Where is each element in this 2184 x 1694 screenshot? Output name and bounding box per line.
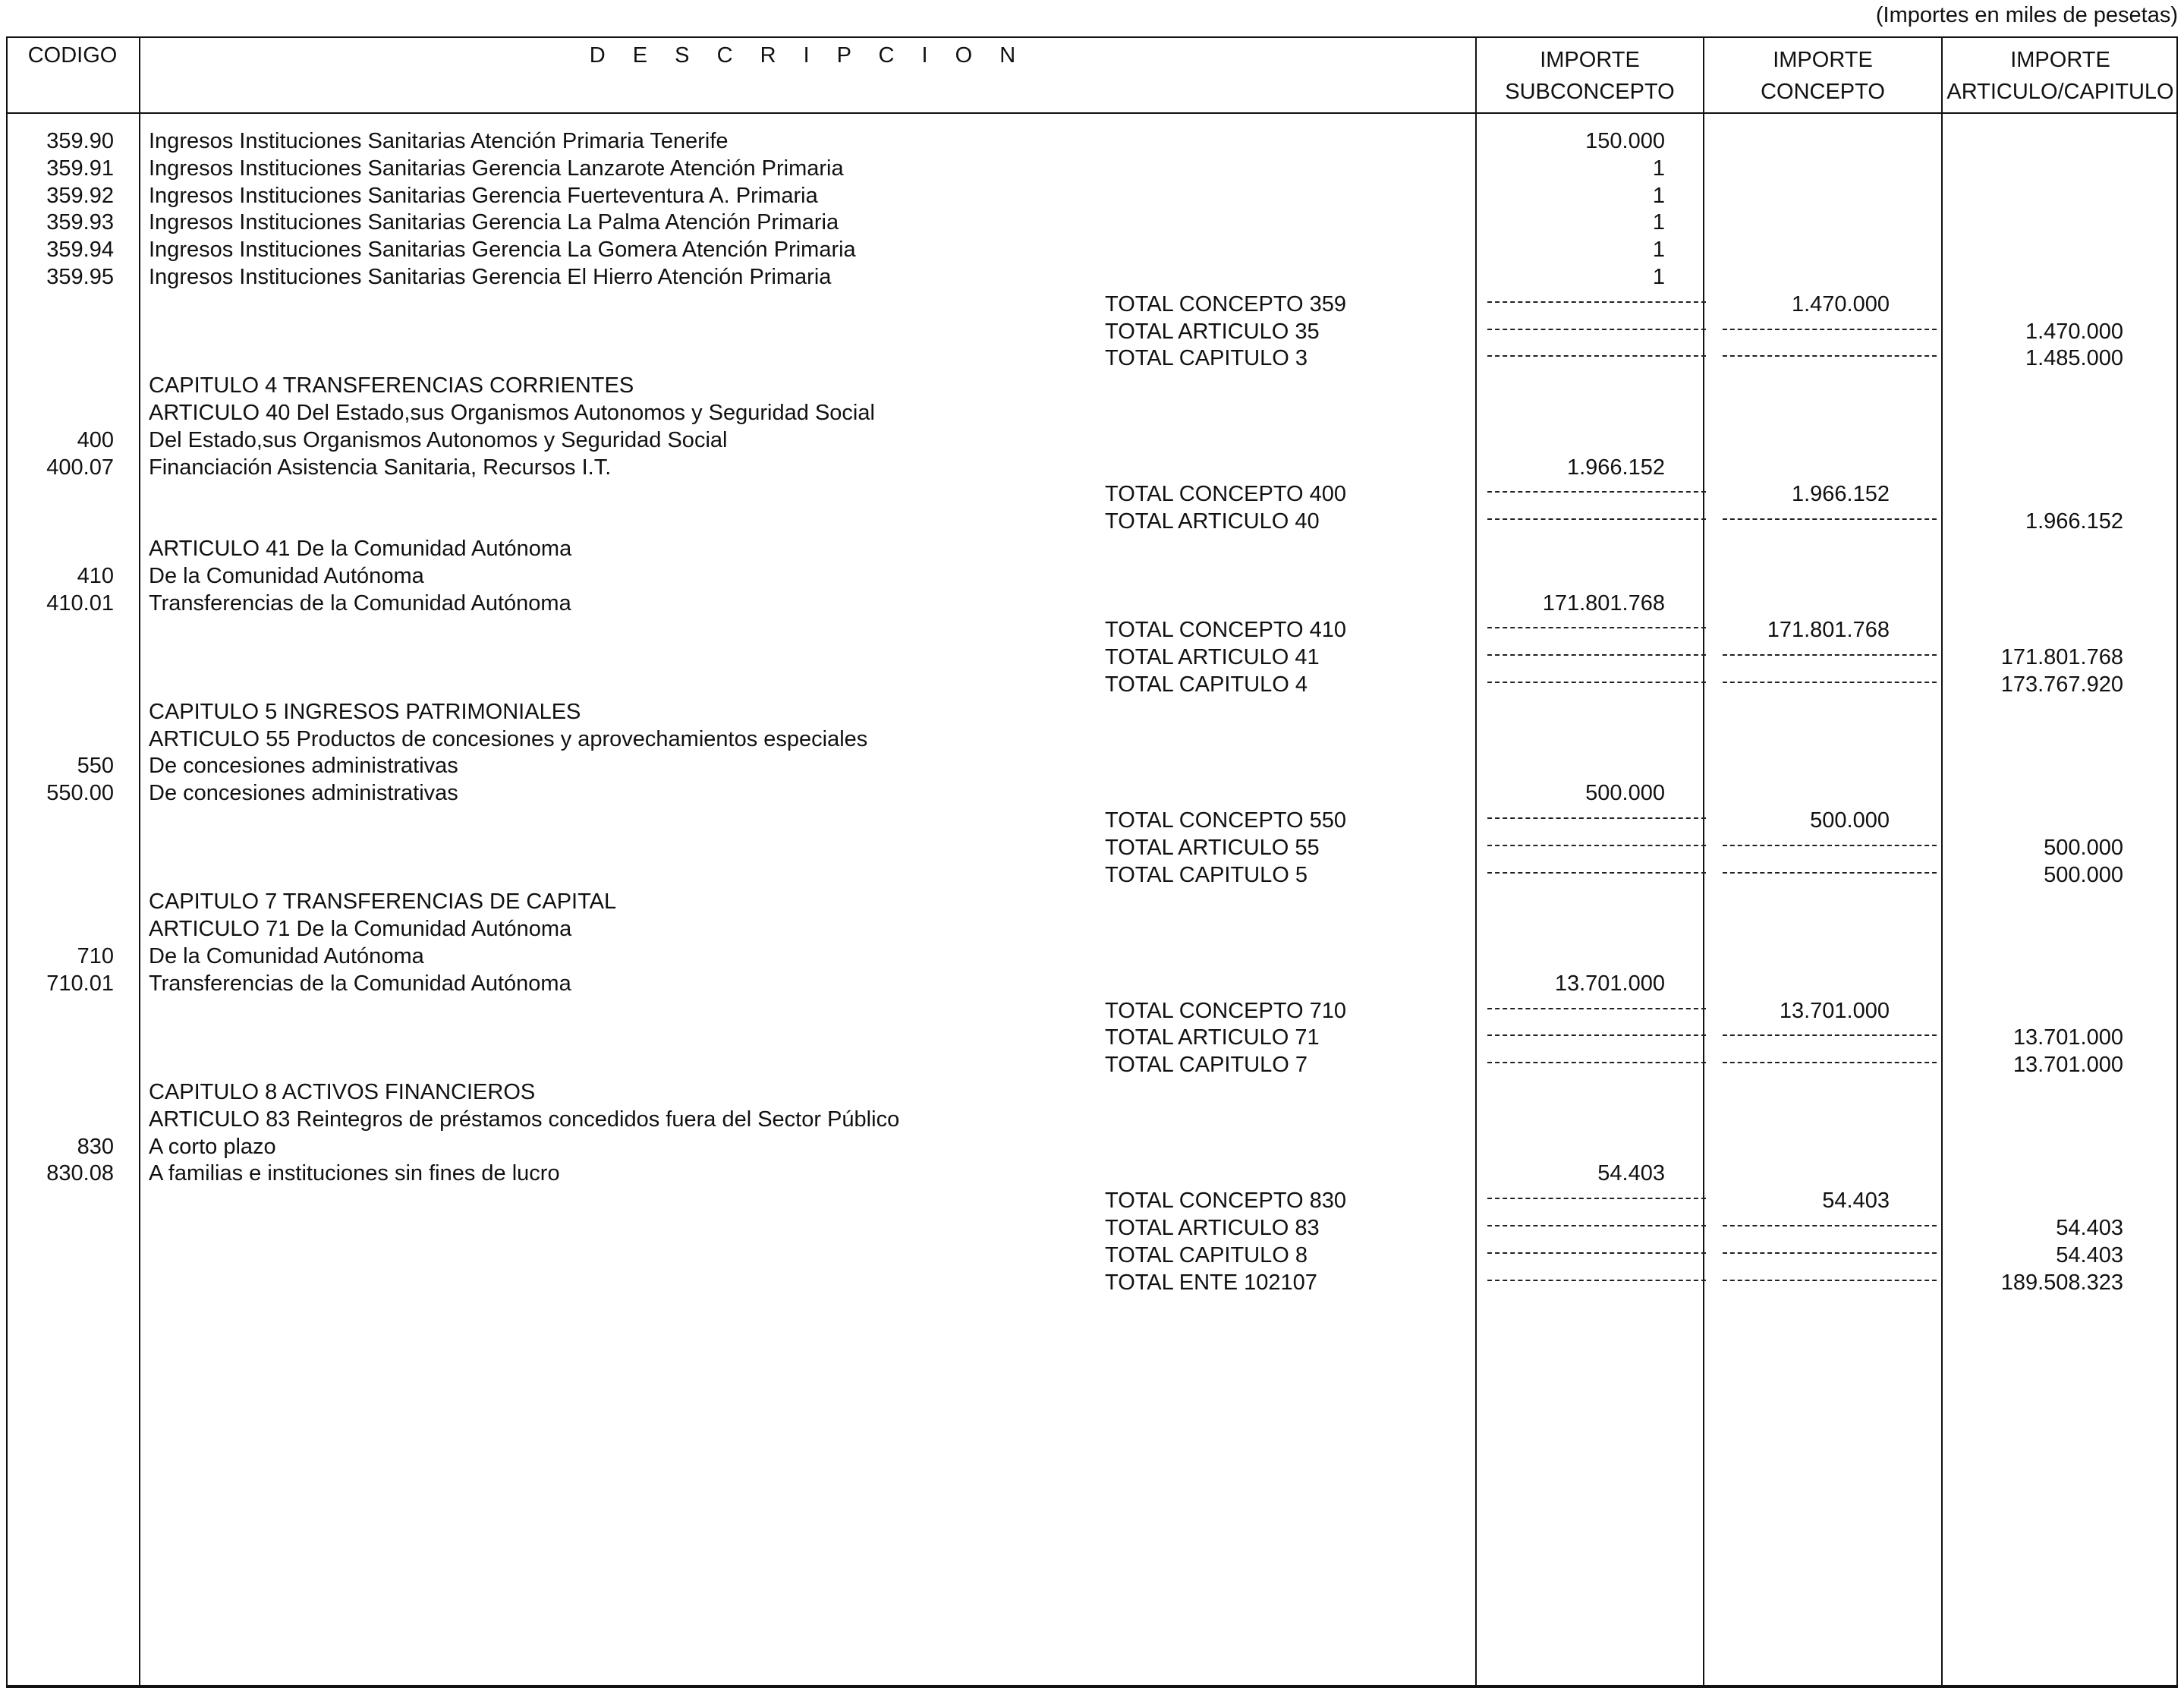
row-description: Ingresos Instituciones Sanitarias Gerencia La Palma Atención Primaria [149, 210, 839, 235]
row-total-label: TOTAL CONCEPTO 830 [1105, 1189, 1347, 1214]
table-row [0, 1242, 2184, 1269]
importe-subconcepto: 1 [1652, 238, 1665, 263]
row-description: Ingresos Instituciones Sanitarias Gerencia La Gomera Atención Primaria [149, 238, 856, 263]
header-articulo-label: ARTICULO/CAPITULO [1946, 80, 2174, 104]
table-row [0, 427, 2184, 454]
row-description: Ingresos Instituciones Sanitarias Gerencia Lanzarote Atención Primaria [149, 156, 844, 181]
row-code: 550 [77, 754, 114, 779]
row-code: 359.91 [46, 156, 114, 181]
table-row [0, 480, 2184, 508]
concepto-dash-rule [1723, 1280, 1937, 1281]
table-row [0, 671, 2184, 698]
row-description: CAPITULO 5 INGRESOS PATRIMONIALES [149, 699, 581, 724]
subconcepto-dash-rule [1487, 491, 1706, 493]
row-description: De concesiones administrativas [149, 754, 458, 779]
subconcepto-dash-rule [1487, 301, 1706, 303]
row-total-label: TOTAL ARTICULO 83 [1105, 1216, 1320, 1240]
table-row [0, 1024, 2184, 1051]
units-note: (Importes en miles de pesetas) [1875, 3, 2178, 27]
importe-subconcepto: 1 [1652, 210, 1665, 235]
importe-articulo: 54.403 [2056, 1216, 2123, 1240]
subconcepto-dash-rule [1487, 1008, 1706, 1009]
row-code: 359.94 [46, 238, 114, 263]
row-description: De la Comunidad Autónoma [149, 563, 424, 588]
row-total-label: TOTAL CONCEPTO 410 [1105, 618, 1347, 643]
header-divider [6, 112, 2178, 114]
concepto-dash-rule [1723, 654, 1937, 656]
row-code: 359.90 [46, 129, 114, 153]
importe-concepto: 13.701.000 [1779, 998, 1890, 1023]
row-total-label: TOTAL CAPITULO 8 [1105, 1242, 1308, 1267]
importe-subconcepto: 150.000 [1585, 129, 1665, 153]
table-row [0, 970, 2184, 997]
row-description: ARTICULO 55 Productos de concesiones y aprovechamientos especiales [149, 726, 868, 751]
table-row [0, 1133, 2184, 1160]
row-description: Ingresos Instituciones Sanitarias Atención Primaria Tenerife [149, 129, 729, 153]
table-row [0, 399, 2184, 427]
table-row [0, 372, 2184, 399]
row-description: Transferencias de la Comunidad Autónoma [149, 971, 571, 996]
row-total-label: TOTAL CAPITULO 7 [1105, 1053, 1308, 1078]
importe-concepto: 54.403 [1822, 1189, 1890, 1214]
header-importe-articulo [1943, 44, 2178, 108]
table-row [0, 888, 2184, 915]
row-description: CAPITULO 4 TRANSFERENCIAS CORRIENTES [149, 373, 634, 398]
table-row [0, 590, 2184, 617]
row-total-label: TOTAL CONCEPTO 359 [1105, 291, 1347, 316]
row-total-label: TOTAL ENTE 102107 [1105, 1270, 1317, 1295]
importe-concepto: 1.966.152 [1791, 482, 1890, 507]
table-row [0, 644, 2184, 671]
row-code: 710.01 [46, 971, 114, 996]
importe-concepto: 500.000 [1810, 808, 1890, 833]
table-row [0, 1078, 2184, 1106]
row-code: 400.07 [46, 455, 114, 480]
subconcepto-dash-rule [1487, 1225, 1706, 1226]
importe-subconcepto: 1 [1652, 265, 1665, 289]
subconcepto-dash-rule [1487, 518, 1706, 520]
importe-concepto: 171.801.768 [1767, 618, 1890, 643]
concepto-dash-rule [1723, 1062, 1937, 1063]
importe-subconcepto: 1.966.152 [1566, 455, 1665, 480]
row-code: 710 [77, 944, 114, 968]
concepto-dash-rule [1723, 1034, 1937, 1036]
importe-subconcepto: 500.000 [1585, 781, 1665, 806]
table-row [0, 834, 2184, 861]
importe-subconcepto: 1 [1652, 183, 1665, 208]
row-code: 550.00 [46, 781, 114, 806]
importe-articulo: 173.767.920 [2000, 672, 2123, 697]
table-row [0, 155, 2184, 182]
subconcepto-dash-rule [1487, 1034, 1706, 1036]
table-row [0, 616, 2184, 644]
table-row [0, 128, 2184, 155]
table-row [0, 1214, 2184, 1242]
table-row [0, 752, 2184, 779]
importe-articulo: 1.485.000 [2025, 346, 2123, 371]
table-row [0, 807, 2184, 834]
row-total-label: TOTAL ARTICULO 41 [1105, 645, 1320, 670]
importe-concepto: 1.470.000 [1791, 291, 1890, 316]
row-description: ARTICULO 40 Del Estado,sus Organismos Autonomos y Seguridad Social [149, 401, 875, 425]
subconcepto-dash-rule [1487, 329, 1706, 330]
header-descripcion: D E S C R I P C I O N [589, 43, 1027, 68]
table-row [0, 1160, 2184, 1187]
row-total-label: TOTAL ARTICULO 35 [1105, 319, 1320, 344]
subconcepto-dash-rule [1487, 627, 1706, 628]
importe-subconcepto: 13.701.000 [1554, 971, 1665, 996]
table-row [0, 698, 2184, 726]
table-row [0, 345, 2184, 372]
row-description: Del Estado,sus Organismos Autonomos y Seguridad Social [149, 427, 728, 452]
subconcepto-dash-rule [1487, 1198, 1706, 1199]
importe-articulo: 189.508.323 [2000, 1270, 2123, 1295]
table-row [0, 209, 2184, 236]
row-total-label: TOTAL CAPITULO 3 [1105, 346, 1308, 371]
row-code: 830.08 [46, 1161, 114, 1186]
importe-articulo: 171.801.768 [2000, 645, 2123, 670]
row-total-label: TOTAL ARTICULO 40 [1105, 509, 1320, 534]
importe-articulo: 13.701.000 [2012, 1053, 2123, 1078]
header-importe-label: IMPORTE [1773, 48, 1873, 72]
subconcepto-dash-rule [1487, 355, 1706, 357]
row-code: 410 [77, 563, 114, 588]
row-total-label: TOTAL CONCEPTO 550 [1105, 808, 1347, 833]
concepto-dash-rule [1723, 329, 1937, 330]
row-code: 400 [77, 427, 114, 452]
row-description: Ingresos Instituciones Sanitarias Gerencia El Hierro Atención Primaria [149, 265, 832, 289]
row-description: CAPITULO 8 ACTIVOS FINANCIEROS [149, 1080, 536, 1104]
row-code: 359.92 [46, 183, 114, 208]
row-description: Ingresos Instituciones Sanitarias Gerencia Fuerteventura A. Primaria [149, 183, 818, 208]
table-row [0, 1051, 2184, 1078]
table-row [0, 943, 2184, 970]
table-row [0, 562, 2184, 590]
concepto-dash-rule [1723, 1252, 1937, 1254]
table-row [0, 997, 2184, 1025]
row-description: De la Comunidad Autónoma [149, 944, 424, 968]
importe-articulo: 500.000 [2044, 835, 2123, 860]
row-total-label: TOTAL CAPITULO 4 [1105, 672, 1308, 697]
row-description: A familias e instituciones sin fines de lucro [149, 1161, 560, 1186]
row-description: Transferencias de la Comunidad Autónoma [149, 590, 571, 616]
row-code: 830 [77, 1134, 114, 1159]
importe-articulo: 500.000 [2044, 862, 2123, 887]
row-description: ARTICULO 71 De la Comunidad Autónoma [149, 917, 572, 942]
row-total-label: TOTAL CONCEPTO 400 [1105, 482, 1347, 507]
subconcepto-dash-rule [1487, 654, 1706, 656]
importe-articulo: 1.470.000 [2025, 319, 2123, 344]
importe-subconcepto: 54.403 [1597, 1161, 1665, 1186]
table-row [0, 454, 2184, 481]
table-row [0, 726, 2184, 753]
subconcepto-dash-rule [1487, 1062, 1706, 1063]
row-total-label: TOTAL ARTICULO 71 [1105, 1025, 1320, 1050]
row-code: 359.95 [46, 265, 114, 289]
subconcepto-dash-rule [1487, 872, 1706, 874]
table-row [0, 535, 2184, 562]
importe-articulo: 54.403 [2056, 1242, 2123, 1267]
row-description: Financiación Asistencia Sanitaria, Recursos I.T. [149, 455, 612, 480]
table-row [0, 182, 2184, 209]
subconcepto-dash-rule [1487, 817, 1706, 819]
row-description: De concesiones administrativas [149, 781, 458, 806]
header-importe-subconcepto [1477, 44, 1703, 108]
header-codigo: CODIGO [27, 43, 118, 68]
row-total-label: TOTAL CAPITULO 5 [1105, 862, 1308, 887]
table-row [0, 861, 2184, 889]
header-subconcepto-label: SUBCONCEPTO [1505, 80, 1675, 104]
table-row [0, 779, 2184, 807]
concepto-dash-rule [1723, 845, 1937, 846]
table-row [0, 508, 2184, 535]
importe-articulo: 1.966.152 [2025, 509, 2123, 534]
concepto-dash-rule [1723, 1225, 1937, 1226]
row-total-label: TOTAL ARTICULO 55 [1105, 835, 1320, 860]
table-row [0, 1187, 2184, 1214]
row-code: 359.93 [46, 210, 114, 235]
header-importe-concepto [1704, 44, 1941, 108]
importe-subconcepto: 1 [1652, 156, 1665, 181]
table-row [0, 318, 2184, 345]
table-row [0, 291, 2184, 318]
row-description: A corto plazo [149, 1134, 276, 1159]
concepto-dash-rule [1723, 872, 1937, 874]
concepto-dash-rule [1723, 682, 1937, 683]
table-row [0, 1106, 2184, 1133]
concepto-dash-rule [1723, 518, 1937, 520]
subconcepto-dash-rule [1487, 1280, 1706, 1281]
row-total-label: TOTAL CONCEPTO 710 [1105, 998, 1347, 1023]
table-row [0, 236, 2184, 263]
table-row [0, 915, 2184, 943]
importe-articulo: 13.701.000 [2012, 1025, 2123, 1050]
header-concepto-label: CONCEPTO [1761, 80, 1885, 104]
table-row [0, 263, 2184, 291]
row-description: CAPITULO 7 TRANSFERENCIAS DE CAPITAL [149, 890, 617, 915]
concepto-dash-rule [1723, 355, 1937, 357]
header-importe-label: IMPORTE [1540, 48, 1640, 72]
table-row [0, 1269, 2184, 1296]
row-description: ARTICULO 41 De la Comunidad Autónoma [149, 537, 572, 561]
importe-subconcepto: 171.801.768 [1542, 590, 1665, 616]
row-description: ARTICULO 83 Reintegros de préstamos concedidos fuera del Sector Público [149, 1107, 900, 1132]
subconcepto-dash-rule [1487, 1252, 1706, 1254]
footer-divider [6, 1685, 2178, 1686]
row-code: 410.01 [46, 590, 114, 616]
header-importe-label: IMPORTE [2010, 48, 2110, 72]
subconcepto-dash-rule [1487, 682, 1706, 683]
subconcepto-dash-rule [1487, 845, 1706, 846]
